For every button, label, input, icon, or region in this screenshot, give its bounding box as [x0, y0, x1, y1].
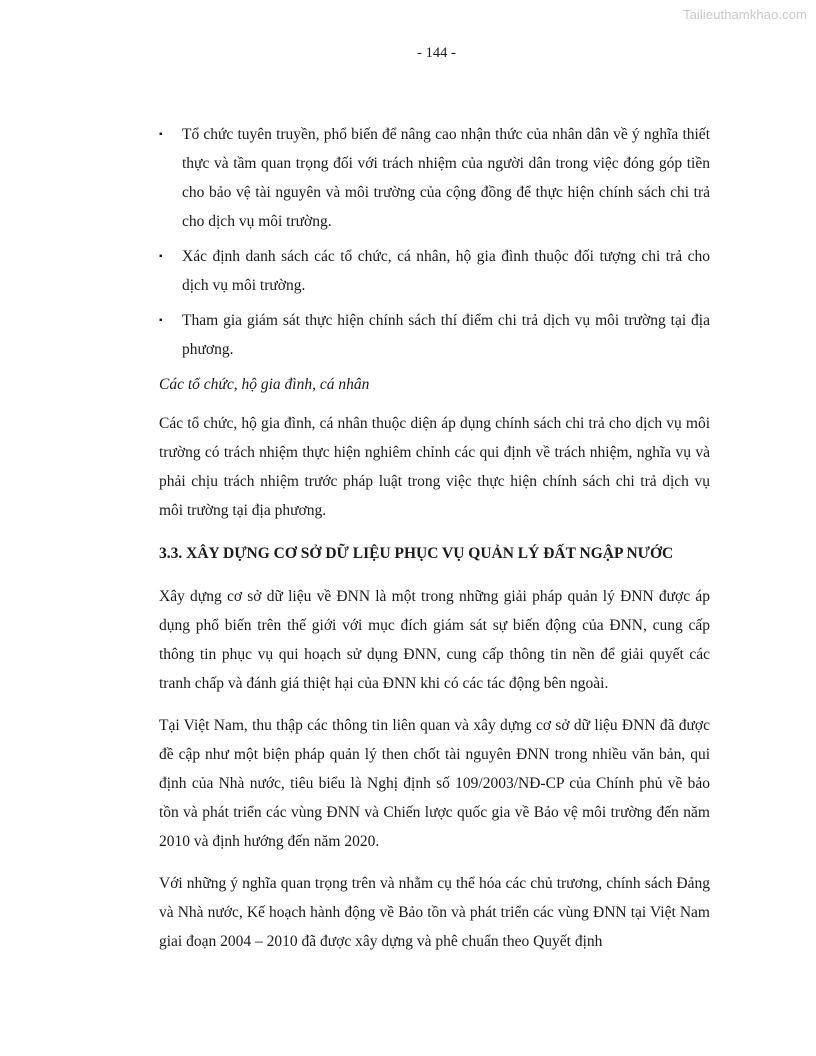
bullet-list	[159, 120, 710, 364]
list-item-text: Xác định danh sách các tổ chức, cá nhân, hộ gia đình thuộc đối tượng chi trả cho dịch vụ môi trường.	[182, 248, 710, 294]
list-item	[159, 306, 710, 364]
document-body	[159, 120, 710, 969]
square-bullet-icon: ▪	[159, 315, 163, 326]
section-heading: 3.3. XÂY DỰNG CƠ SỞ DỮ LIỆU PHỤC VỤ QUẢN LÝ ĐẤT NGẬP NƯỚC	[159, 545, 674, 562]
paragraph: Các tổ chức, hộ gia đình, cá nhân thuộc diện áp dụng chính sách chi trả cho dịch vụ môi trường có trách nhiệm thực hiện nghiêm chỉnh các qui định về trách nhiệm, nghĩa vụ và phải chịu trách nhiệm trước pháp luật trong việc thực hiện chính sách chi trả dịch vụ môi trường tại địa phương.	[159, 415, 710, 519]
list-item-text: Tham gia giám sát thực hiện chính sách thí điểm chi trả dịch vụ môi trường tại địa phương.	[182, 312, 710, 358]
square-bullet-icon: ▪	[159, 129, 163, 140]
paragraph: Với những ý nghĩa quan trọng trên và nhằm cụ thể hóa các chủ trương, chính sách Đảng và Nhà nước, Kế hoạch hành động về Bảo tồn và phát triển các vùng ĐNN tại Việt Nam giai đoạn 2004 – 2010 đã được xây dựng và phê chuẩn theo Quyết định	[159, 875, 710, 950]
list-item-text: Tổ chức tuyên truyền, phổ biến để nâng cao nhận thức của nhân dân về ý nghĩa thiết thực và tầm quan trọng đối với trách nhiệm của người dân trong việc đóng góp tiền cho bảo vệ tài nguyên và môi trường của cộng đồng để thực hiện chính sách chi trả cho dịch vụ môi trường.	[182, 126, 710, 230]
subheading: Các tổ chức, hộ gia đình, cá nhân	[159, 376, 370, 393]
paragraph: Tại Việt Nam, thu thập các thông tin liên quan và xây dựng cơ sở dữ liệu ĐNN đã được đề cập như một biện pháp quản lý then chốt tài nguyên ĐNN trong nhiều văn bản, qui định của Nhà nước, tiêu biểu là Nghị định số 109/2003/NĐ-CP của Chính phủ về bảo tồn và phát triển các vùng ĐNN và Chiến lược quốc gia về Bảo vệ môi trường đến năm 2010 và định hướng đến năm 2020.	[159, 717, 710, 850]
watermark: Tailieuthamkhao.com	[682, 7, 807, 22]
paragraph: Xây dựng cơ sở dữ liệu về ĐNN là một trong những giải pháp quản lý ĐNN được áp dụng phổ biến trên thế giới với mục đích giám sát sự biến động của ĐNN, cung cấp thông tin phục vụ qui hoạch sử dụng ĐNN, cung cấp thông tin nền để giải quyết các tranh chấp và đánh giá thiệt hại của ĐNN khi có các tác động bên ngoài.	[159, 588, 710, 692]
list-item	[159, 242, 710, 300]
square-bullet-icon: ▪	[159, 251, 163, 262]
page-number: - 144 -	[417, 45, 456, 61]
list-item	[159, 120, 710, 236]
